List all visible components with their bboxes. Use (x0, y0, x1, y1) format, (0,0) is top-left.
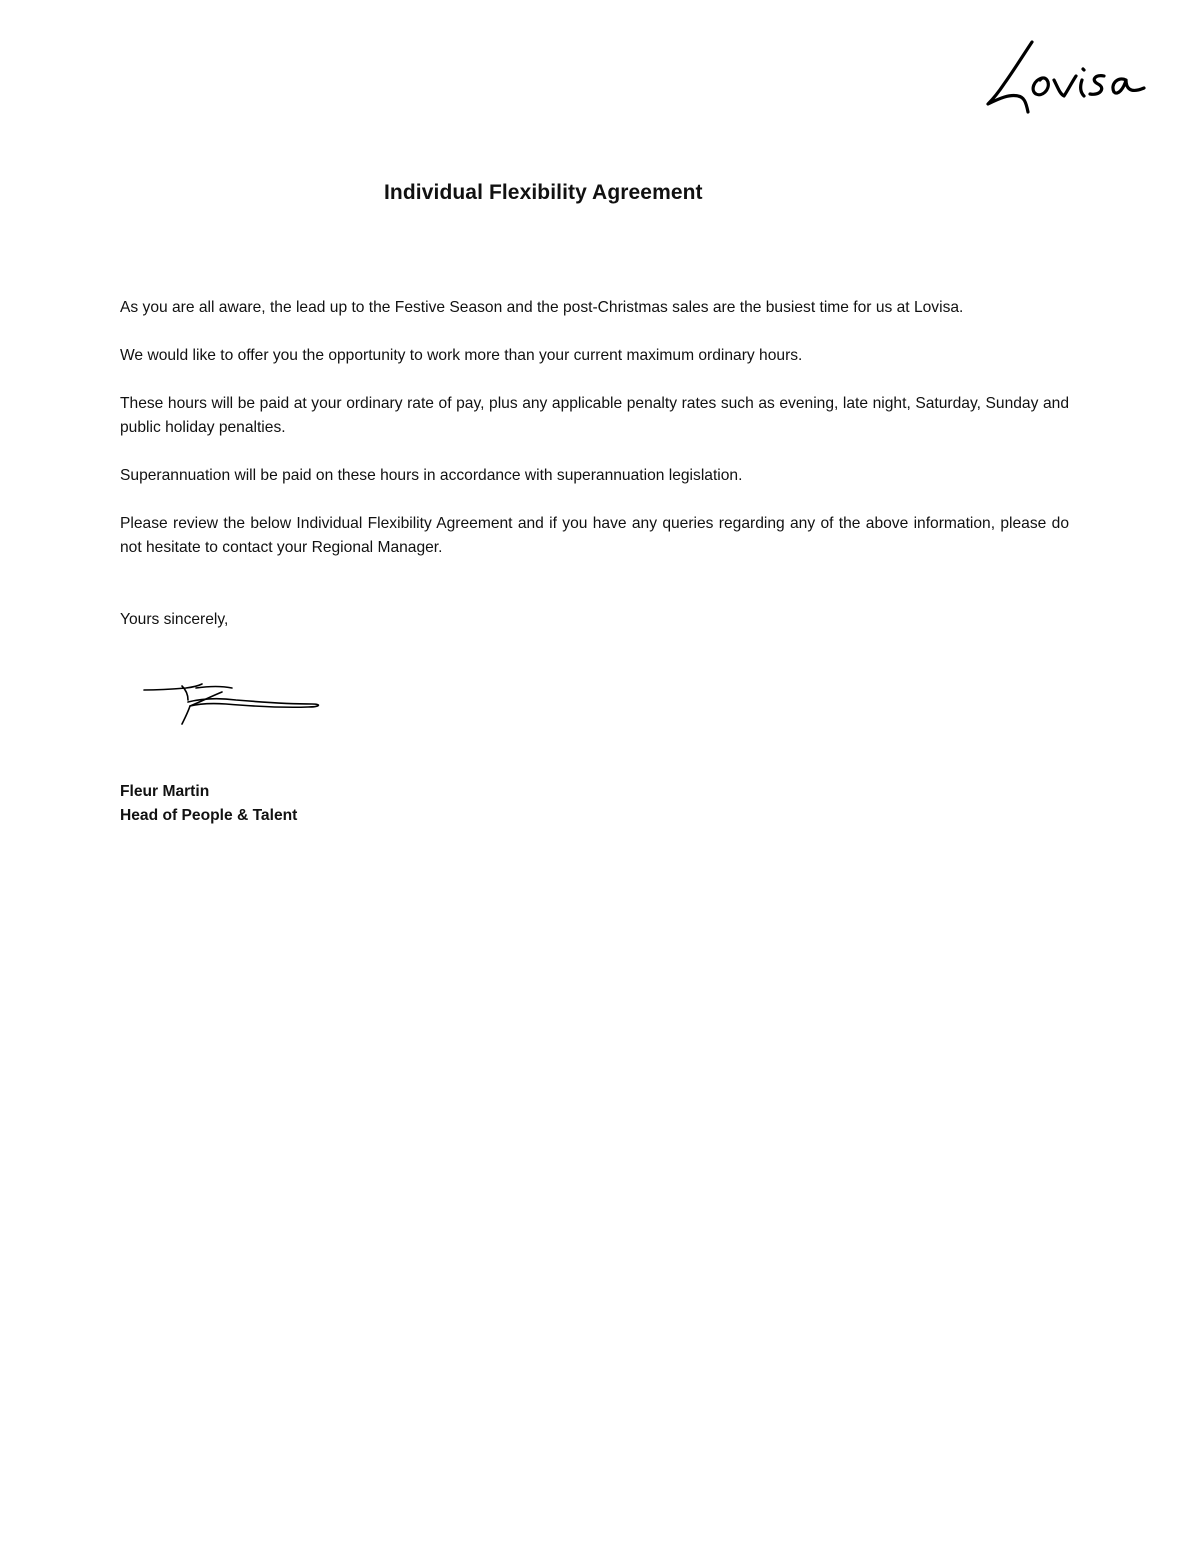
signature-scribble (140, 676, 326, 730)
paragraph: We would like to offer you the opportunity to work more than your current maximum ordinary hours. (120, 347, 803, 364)
handwritten-signature (140, 676, 326, 730)
paragraph: Please review the below Individual Flexibility Agreement and if you have any queries regarding any of the above information, please do not hesitate to contact your Regional Manager. (120, 515, 1069, 556)
document-title: Individual Flexibility Agreement (384, 181, 703, 204)
signer-position: Head of People & Talent (120, 807, 298, 824)
paragraph: Superannuation will be paid on these hours in accordance with superannuation legislation. (120, 467, 743, 484)
lovisa-logo (980, 36, 1148, 120)
signer-name: Fleur Martin (120, 783, 210, 800)
paragraph: These hours will be paid at your ordinary rate of pay, plus any applicable penalty rates such as evening, late night, Saturday, Sunday and public holiday penalties. (120, 395, 1069, 436)
lovisa-logo-script (980, 36, 1148, 120)
closing-salutation: Yours sincerely, (120, 611, 229, 628)
letter-body (120, 296, 1069, 584)
signer-block (120, 780, 297, 828)
paragraph: As you are all aware, the lead up to the Festive Season and the post-Christmas sales are the busiest time for us at Lovisa. (120, 299, 964, 316)
